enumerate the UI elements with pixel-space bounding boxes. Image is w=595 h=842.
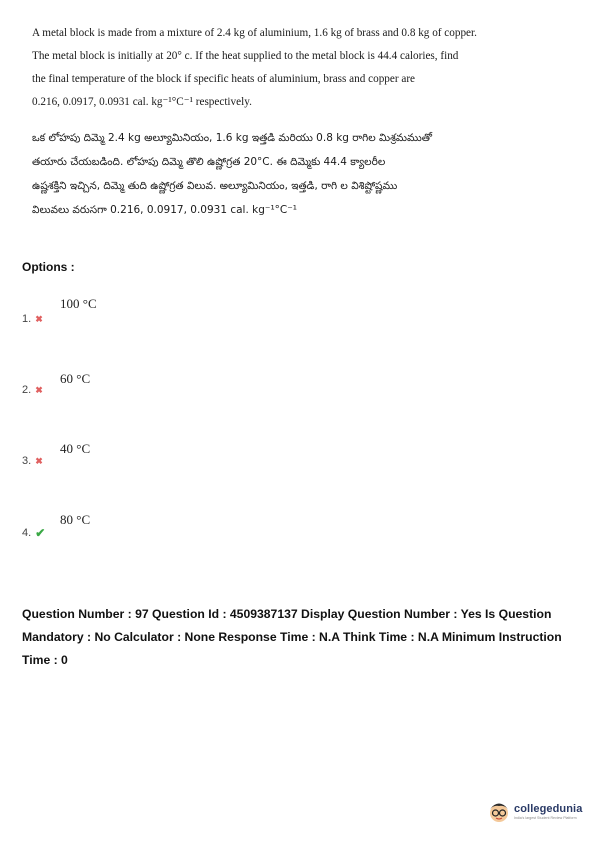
question-english-line: The metal block is initially at 20° c. If the heat supplied to the metal block is 44.4 calories, find [32, 50, 459, 62]
question-telugu-line: ఒక లోహపు దిమ్మె 2.4 kg అల్యూమినియం, 1.6 kg ఇత్తడి మరియు 0.8 kg రాగిల మిశ్రమముతో [32, 132, 433, 144]
question-english [32, 22, 477, 114]
option-1-number: 1. [22, 313, 32, 325]
mascot-icon [488, 798, 510, 824]
cross-icon: ✖ [35, 313, 43, 324]
option-2-number-row [22, 384, 43, 396]
question-english-line: the final temperature of the block if specific heats of aluminium, brass and copper are [32, 73, 416, 85]
check-icon: ✔ [35, 526, 46, 540]
question-metadata: Question Number : 97 Question Id : 4509387137 Display Question Number : Yes Is Question Mandatory : No Calculator : None Response Time : N.A Think Time : N.A Minimum Instruction Time : 0 [22, 607, 562, 667]
collegedunia-logo [488, 798, 582, 824]
question-english-line: A metal block is made from a mixture of 2.4 kg of aluminium, 1.6 kg of brass and 0.8 kg of copper. [32, 27, 477, 39]
option-2-number: 2. [22, 384, 32, 396]
logo-wordmark: collegedunia [514, 802, 583, 815]
option-4-number-row [22, 526, 45, 540]
option-1-text: 100 °C [60, 296, 97, 311]
option-3-text: 40 °C [60, 441, 91, 456]
cross-icon: ✖ [35, 455, 43, 466]
logo-tagline: India's largest Student Review Platform [514, 815, 577, 820]
option-3-number-row [22, 455, 43, 467]
question-telugu-line: ఉష్ణశక్తిని ఇచ్చిన, దిమ్మె తుది ఉష్ణోగ్రత విలువ. అల్యూమినియం, ఇత్తడి, రాగి ల విశిష్టోష్ణము [32, 180, 398, 192]
question-telugu-line: విలువలు వరుసగా 0.216, 0.0917, 0.0931 cal. kg⁻¹°C⁻¹ [32, 204, 297, 216]
option-1-number-row [22, 313, 43, 325]
option-4-number: 4. [22, 527, 32, 539]
option-3-number: 3. [22, 455, 32, 467]
option-2-text: 60 °C [60, 371, 91, 386]
cross-icon: ✖ [35, 384, 43, 395]
question-english-line: 0.216, 0.0917, 0.0931 cal. kg⁻¹°C⁻¹ respectively. [32, 96, 252, 108]
options-heading: Options : [22, 260, 75, 274]
question-telugu [32, 126, 462, 222]
option-4-text: 80 °C [60, 512, 91, 527]
question-telugu-line: తయారు చేయబడింది. లోహపు దిమ్మె తొలి ఉష్ణోగ్రత 20°C. ఈ దిమ్మెకు 44.4 క్యాలరీల [32, 156, 386, 168]
